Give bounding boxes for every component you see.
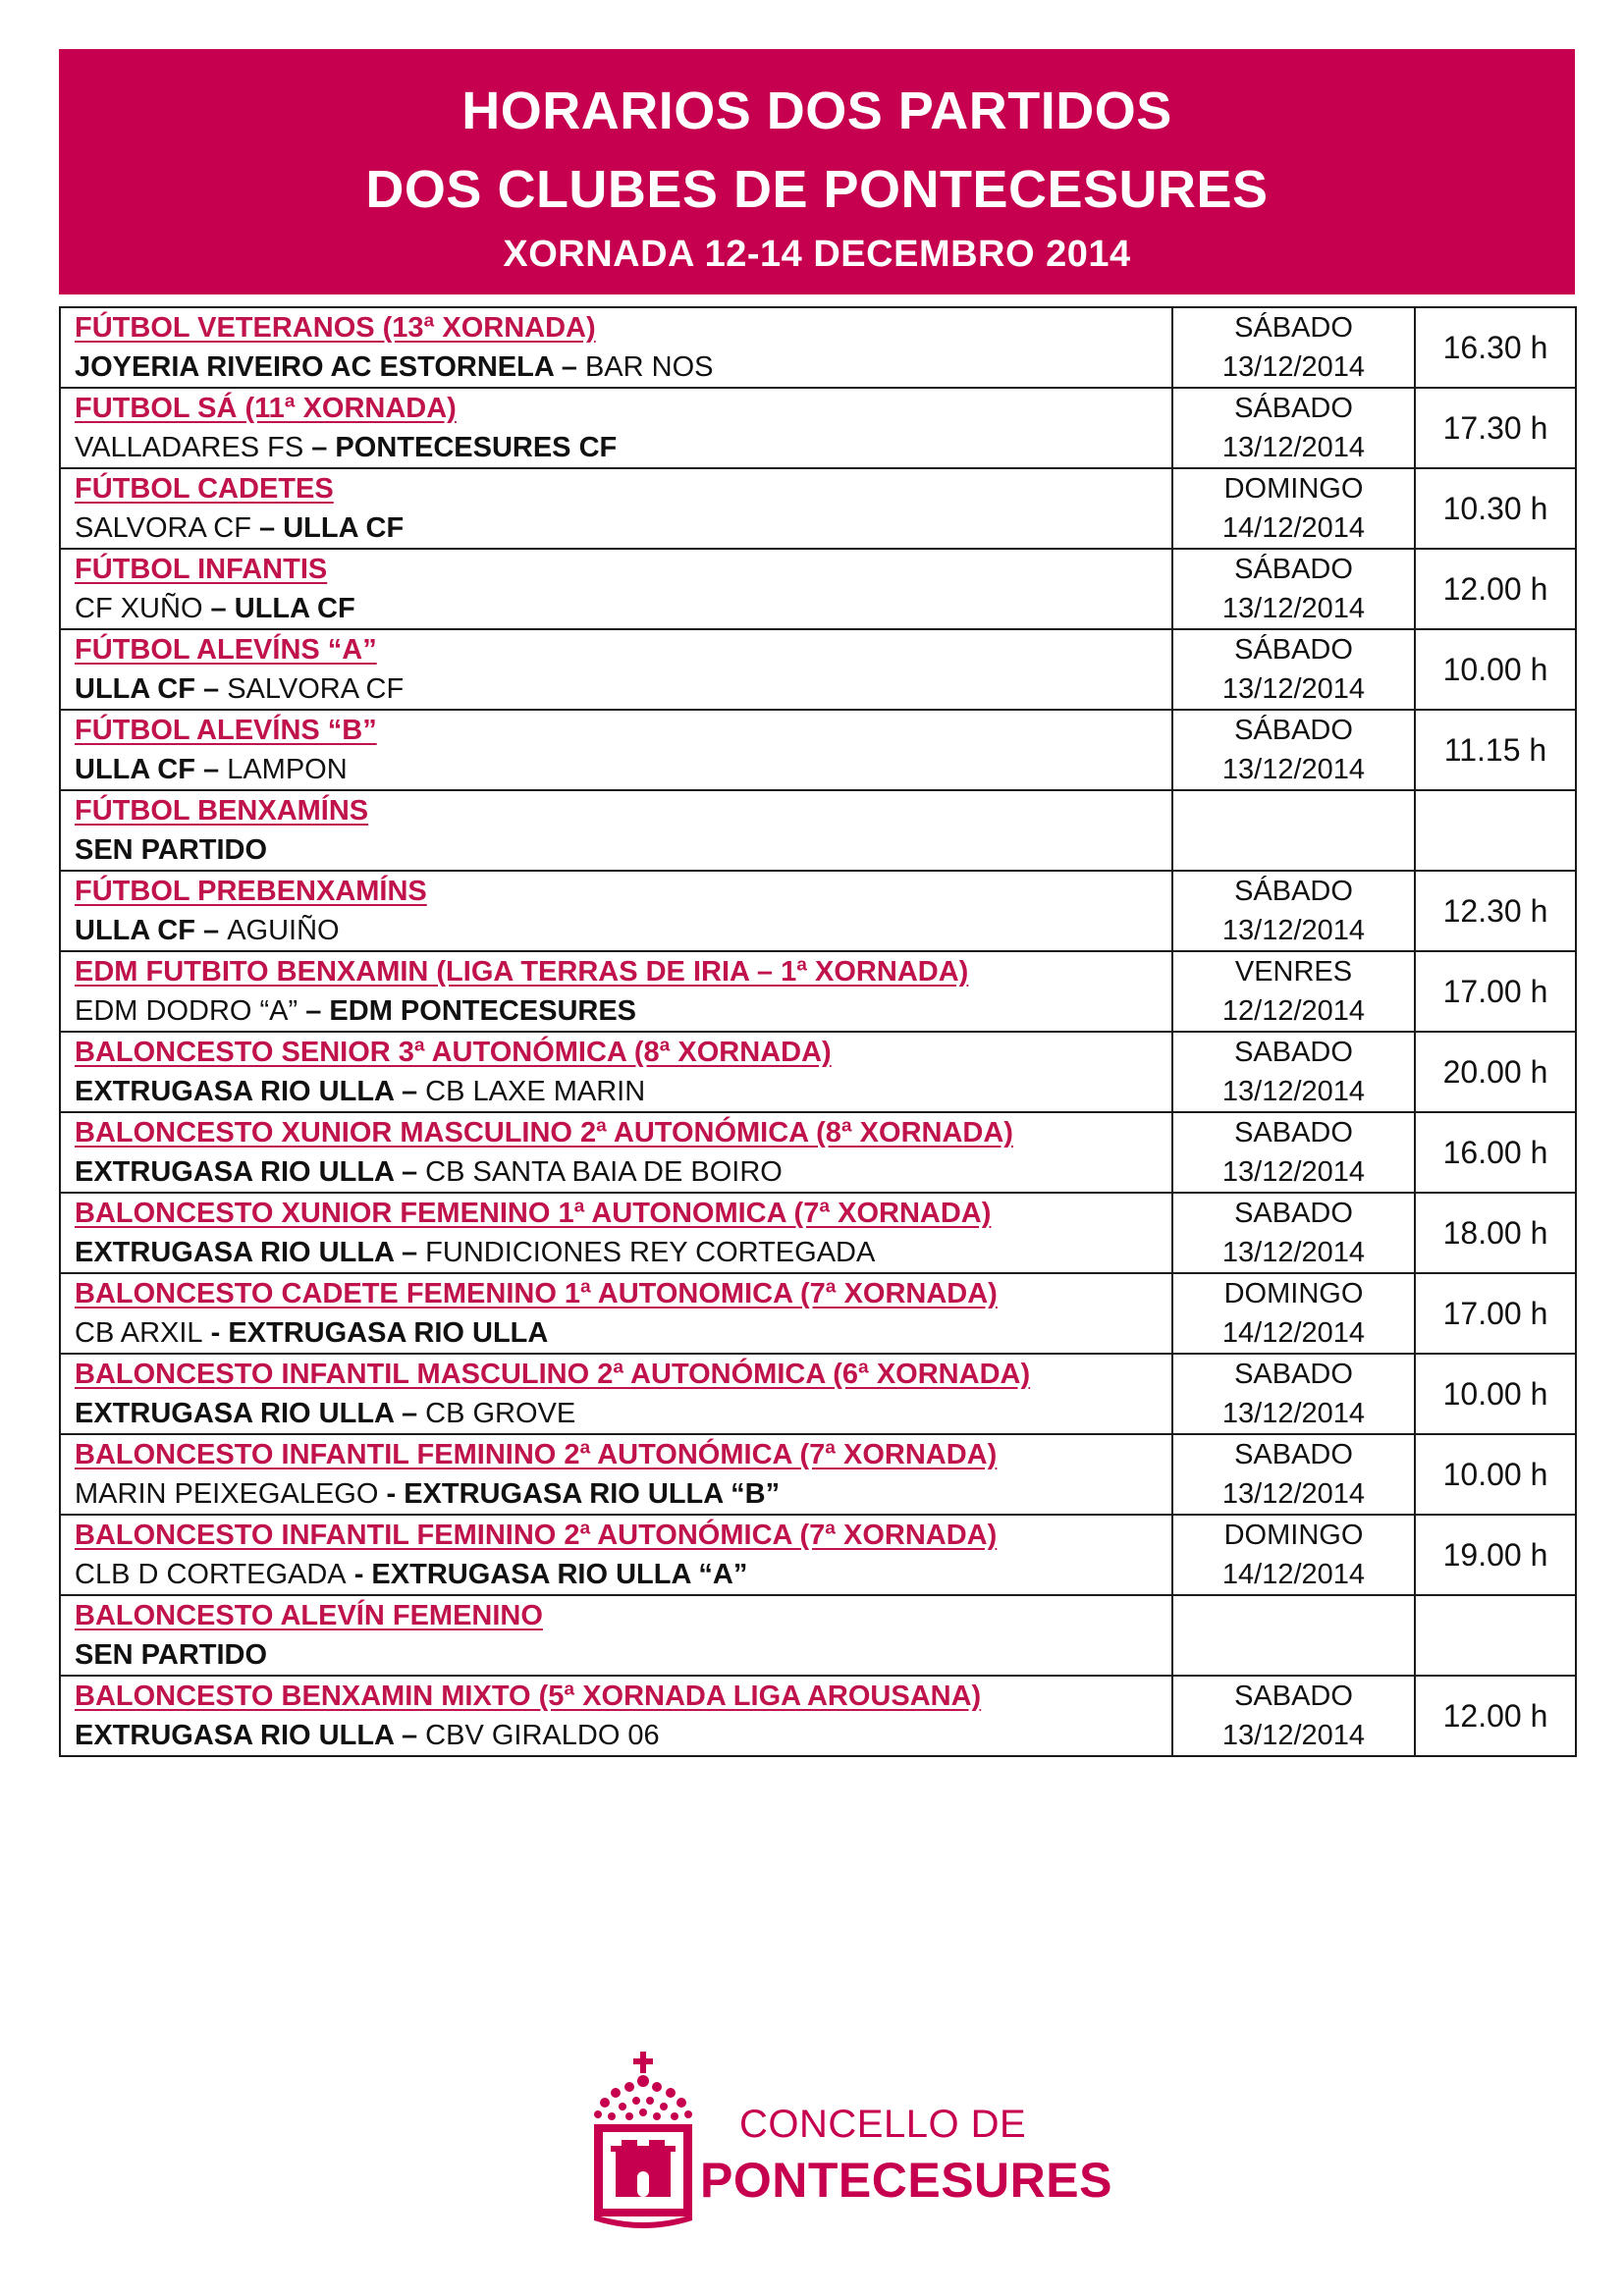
match-cell xyxy=(60,1595,1172,1676)
castle-crest-icon xyxy=(594,2052,692,2228)
match-day-date xyxy=(1172,629,1415,710)
match-category: BALONCESTO SENIOR 3ª AUTONÓMICA (8ª XORNADA) xyxy=(75,1037,832,1068)
match-day: SÁBADO xyxy=(1234,393,1353,424)
match-category: FÚTBOL ALEVÍNS “B” xyxy=(75,715,377,746)
team-text: ULLA CF xyxy=(234,593,355,624)
match-day: SABADO xyxy=(1234,1037,1353,1068)
team-text: – xyxy=(393,1720,426,1751)
team-text: AGUIÑO xyxy=(227,915,340,946)
match-teams xyxy=(75,1233,1171,1272)
team-text: - xyxy=(346,1559,372,1590)
match-category: FÚTBOL CADETES xyxy=(75,473,334,505)
match-date: 13/12/2014 xyxy=(1221,754,1366,785)
match-cell xyxy=(60,790,1172,871)
match-date: 14/12/2014 xyxy=(1221,1317,1366,1349)
match-cell xyxy=(60,1434,1172,1515)
match-day: SABADO xyxy=(1234,1681,1353,1712)
match-teams xyxy=(75,428,1171,467)
match-day-date xyxy=(1172,388,1415,468)
subtitle-date: XORNADA 12-14 DECEMBRO 2014 xyxy=(503,234,1131,275)
match-day-date xyxy=(1172,1354,1415,1434)
team-text: EXTRUGASA RIO ULLA xyxy=(75,1156,394,1188)
match-cell xyxy=(60,1273,1172,1354)
match-day-date xyxy=(1172,1676,1415,1756)
match-teams xyxy=(75,347,1171,387)
team-text: MARIN PEIXEGALEGO xyxy=(75,1478,379,1510)
match-time: 12.30 h xyxy=(1415,871,1576,951)
team-text: – xyxy=(393,1076,426,1107)
table-row xyxy=(60,388,1576,468)
match-day-date xyxy=(1172,307,1415,388)
match-cell xyxy=(60,1354,1172,1434)
logo-line-1: CONCELLO DE xyxy=(739,2103,1027,2146)
team-text: – xyxy=(303,432,336,463)
match-time: 19.00 h xyxy=(1415,1515,1576,1595)
table-row xyxy=(60,549,1576,629)
table-row xyxy=(60,951,1576,1032)
team-text: SEN PARTIDO xyxy=(75,1639,268,1671)
match-cell xyxy=(60,549,1172,629)
match-day: SÁBADO xyxy=(1234,715,1353,746)
match-day: SÁBADO xyxy=(1234,876,1353,907)
team-text: ULLA CF xyxy=(75,673,195,705)
match-cell xyxy=(60,468,1172,549)
match-time: 10.00 h xyxy=(1415,1434,1576,1515)
match-teams xyxy=(75,589,1171,628)
team-text: ULLA CF xyxy=(283,512,405,544)
team-text: – xyxy=(194,754,228,785)
table-row xyxy=(60,1193,1576,1273)
table-row xyxy=(60,1032,1576,1112)
match-teams xyxy=(75,750,1171,789)
match-date: 13/12/2014 xyxy=(1221,915,1366,946)
match-teams xyxy=(75,508,1171,548)
match-day: DOMINGO xyxy=(1223,1278,1364,1309)
team-text: CLB D CORTEGADA xyxy=(75,1559,347,1590)
team-text: PONTECESURES CF xyxy=(335,432,618,463)
match-time: 20.00 h xyxy=(1415,1032,1576,1112)
title-line-2: DOS CLUBES DE PONTECESURES xyxy=(365,160,1269,219)
table-row xyxy=(60,1676,1576,1756)
match-teams xyxy=(75,991,1171,1031)
team-text: ULLA CF xyxy=(75,754,195,785)
match-category: BALONCESTO XUNIOR MASCULINO 2ª AUTONÓMICA (8ª XORNADA) xyxy=(75,1117,1013,1148)
match-date: 13/12/2014 xyxy=(1221,673,1366,705)
match-cell xyxy=(60,1515,1172,1595)
team-text: EXTRUGASA RIO ULLA xyxy=(75,1720,394,1751)
match-category: BALONCESTO INFANTIL MASCULINO 2ª AUTONÓMICA (6ª XORNADA) xyxy=(75,1359,1031,1390)
table-row xyxy=(60,1354,1576,1434)
match-day-date xyxy=(1172,468,1415,549)
match-time: 17.00 h xyxy=(1415,951,1576,1032)
match-day-date xyxy=(1172,1112,1415,1193)
match-cell xyxy=(60,388,1172,468)
team-text: JOYERIA RIVEIRO AC ESTORNELA xyxy=(75,351,554,383)
table-row xyxy=(60,1595,1576,1676)
match-day: SÁBADO xyxy=(1234,554,1353,585)
match-cell xyxy=(60,629,1172,710)
logo-line-2: PONTECESURES xyxy=(700,2153,1112,2208)
team-text: – xyxy=(553,351,585,383)
match-time: 11.15 h xyxy=(1415,710,1576,790)
match-cell xyxy=(60,307,1172,388)
team-text: – xyxy=(250,512,284,544)
match-date: 13/12/2014 xyxy=(1221,1398,1366,1429)
table-row xyxy=(60,1273,1576,1354)
match-teams xyxy=(75,1635,1171,1675)
team-text: – xyxy=(298,995,330,1027)
team-text: - xyxy=(378,1478,405,1510)
table-row xyxy=(60,1434,1576,1515)
match-cell xyxy=(60,1112,1172,1193)
match-date: 13/12/2014 xyxy=(1221,1720,1366,1751)
match-time: 12.00 h xyxy=(1415,549,1576,629)
match-category: BALONCESTO INFANTIL FEMININO 2ª AUTONÓMICA (7ª XORNADA) xyxy=(75,1439,998,1470)
team-text: ULLA CF xyxy=(75,915,195,946)
team-text: – xyxy=(194,673,228,705)
match-time: 10.00 h xyxy=(1415,629,1576,710)
match-time: 16.00 h xyxy=(1415,1112,1576,1193)
match-day: SÁBADO xyxy=(1234,634,1353,666)
match-time: 17.30 h xyxy=(1415,388,1576,468)
match-date: 12/12/2014 xyxy=(1221,995,1366,1027)
team-text: LAMPON xyxy=(227,754,348,785)
team-text: CBV GIRALDO 06 xyxy=(425,1720,660,1751)
title-line-1: HORARIOS DOS PARTIDOS xyxy=(461,81,1172,140)
team-text: – xyxy=(393,1398,426,1429)
match-teams xyxy=(75,669,1171,709)
match-day: DOMINGO xyxy=(1223,473,1364,505)
match-category: BALONCESTO INFANTIL FEMININO 2ª AUTONÓMICA (7ª XORNADA) xyxy=(75,1520,998,1551)
table-row xyxy=(60,629,1576,710)
team-text: EDM DODRO “A” xyxy=(75,995,298,1027)
match-date: 13/12/2014 xyxy=(1221,432,1366,463)
match-teams xyxy=(75,1555,1171,1594)
team-text: EXTRUGASA RIO ULLA xyxy=(75,1237,394,1268)
match-day-date xyxy=(1172,951,1415,1032)
match-teams xyxy=(75,1474,1171,1514)
team-text: CB LAXE MARIN xyxy=(425,1076,646,1107)
team-text: CF XUÑO xyxy=(75,593,203,624)
match-time: 17.00 h xyxy=(1415,1273,1576,1354)
team-text: CB ARXIL xyxy=(75,1317,203,1349)
match-date: 13/12/2014 xyxy=(1221,1156,1366,1188)
match-teams xyxy=(75,830,1171,870)
match-day-date xyxy=(1172,1595,1415,1676)
match-day-date xyxy=(1172,710,1415,790)
team-text: BAR NOS xyxy=(584,351,714,383)
match-day-date xyxy=(1172,549,1415,629)
match-time: 10.30 h xyxy=(1415,468,1576,549)
match-day: DOMINGO xyxy=(1223,1520,1364,1551)
match-day: SÁBADO xyxy=(1234,312,1353,344)
match-day-date xyxy=(1172,871,1415,951)
match-day-date xyxy=(1172,1515,1415,1595)
match-cell xyxy=(60,871,1172,951)
team-text: EXTRUGASA RIO ULLA xyxy=(75,1076,394,1107)
table-row xyxy=(60,710,1576,790)
match-teams xyxy=(75,1152,1171,1192)
match-teams xyxy=(75,1394,1171,1433)
match-cell xyxy=(60,1676,1172,1756)
match-day-date xyxy=(1172,1434,1415,1515)
match-category: FÚTBOL ALEVÍNS “A” xyxy=(75,634,377,666)
team-text: – xyxy=(393,1237,426,1268)
match-category: FÚTBOL BENXAMÍNS xyxy=(75,795,369,827)
table-row xyxy=(60,307,1576,388)
match-date: 13/12/2014 xyxy=(1221,351,1366,383)
match-cell xyxy=(60,710,1172,790)
team-text: - xyxy=(202,1317,229,1349)
team-text: SEN PARTIDO xyxy=(75,834,268,866)
team-text: EXTRUGASA RIO ULLA “B” xyxy=(404,1478,781,1510)
match-day: VENRES xyxy=(1234,956,1353,988)
match-date: 13/12/2014 xyxy=(1221,1478,1366,1510)
match-category: BALONCESTO ALEVÍN FEMENINO xyxy=(75,1600,543,1631)
match-day: SABADO xyxy=(1234,1439,1353,1470)
match-date: 13/12/2014 xyxy=(1221,593,1366,624)
team-text: – xyxy=(202,593,235,624)
match-teams xyxy=(75,1716,1171,1755)
team-text: – xyxy=(194,915,228,946)
schedule-body xyxy=(60,307,1576,1756)
match-time: 16.30 h xyxy=(1415,307,1576,388)
table-row xyxy=(60,790,1576,871)
team-text: SALVORA CF xyxy=(75,512,251,544)
match-category: BALONCESTO XUNIOR FEMENINO 1ª AUTONOMICA (7ª XORNADA) xyxy=(75,1198,992,1229)
match-date: 13/12/2014 xyxy=(1221,1076,1366,1107)
team-text: FUNDICIONES REY CORTEGADA xyxy=(425,1237,876,1268)
match-schedule-table xyxy=(59,306,1577,1757)
match-category: FÚTBOL VETERANOS (13ª XORNADA) xyxy=(75,312,596,344)
match-time: 12.00 h xyxy=(1415,1676,1576,1756)
match-day: SABADO xyxy=(1234,1198,1353,1229)
team-text: – xyxy=(393,1156,426,1188)
match-time: 18.00 h xyxy=(1415,1193,1576,1273)
match-teams xyxy=(75,1072,1171,1111)
match-teams xyxy=(75,911,1171,950)
team-text: SALVORA CF xyxy=(227,673,405,705)
match-day-date xyxy=(1172,790,1415,871)
team-text: EDM PONTECESURES xyxy=(329,995,637,1027)
match-date: 14/12/2014 xyxy=(1221,1559,1366,1590)
team-text: EXTRUGASA RIO ULLA xyxy=(228,1317,549,1349)
concello-logo xyxy=(594,2052,1112,2228)
table-row xyxy=(60,1112,1576,1193)
team-text: CB GROVE xyxy=(425,1398,576,1429)
team-text: EXTRUGASA RIO ULLA “A” xyxy=(371,1559,748,1590)
match-day-date xyxy=(1172,1032,1415,1112)
match-day: SABADO xyxy=(1234,1117,1353,1148)
title-banner xyxy=(59,49,1575,294)
match-day-date xyxy=(1172,1273,1415,1354)
team-text: EXTRUGASA RIO ULLA xyxy=(75,1398,394,1429)
team-text: VALLADARES FS xyxy=(75,432,304,463)
match-date: 14/12/2014 xyxy=(1221,512,1366,544)
match-category: FÚTBOL PREBENXAMÍNS xyxy=(75,876,427,907)
table-row xyxy=(60,1515,1576,1595)
match-cell xyxy=(60,1032,1172,1112)
match-cell xyxy=(60,951,1172,1032)
match-cell xyxy=(60,1193,1172,1273)
match-category: FUTBOL SÁ (11ª XORNADA) xyxy=(75,393,457,424)
match-day: SABADO xyxy=(1234,1359,1353,1390)
match-day-date xyxy=(1172,1193,1415,1273)
match-category: FÚTBOL INFANTIS xyxy=(75,554,328,585)
match-category: EDM FUTBITO BENXAMIN (LIGA TERRAS DE IRIA – 1ª XORNADA) xyxy=(75,956,969,988)
match-teams xyxy=(75,1313,1171,1353)
table-row xyxy=(60,871,1576,951)
match-time xyxy=(1415,1595,1576,1676)
match-category: BALONCESTO BENXAMIN MIXTO (5ª XORNADA LIGA AROUSANA) xyxy=(75,1681,982,1712)
match-time xyxy=(1415,790,1576,871)
match-category: BALONCESTO CADETE FEMENINO 1ª AUTONOMICA (7ª XORNADA) xyxy=(75,1278,998,1309)
team-text: CB SANTA BAIA DE BOIRO xyxy=(425,1156,783,1188)
table-row xyxy=(60,468,1576,549)
match-date: 13/12/2014 xyxy=(1221,1237,1366,1268)
match-time: 10.00 h xyxy=(1415,1354,1576,1434)
